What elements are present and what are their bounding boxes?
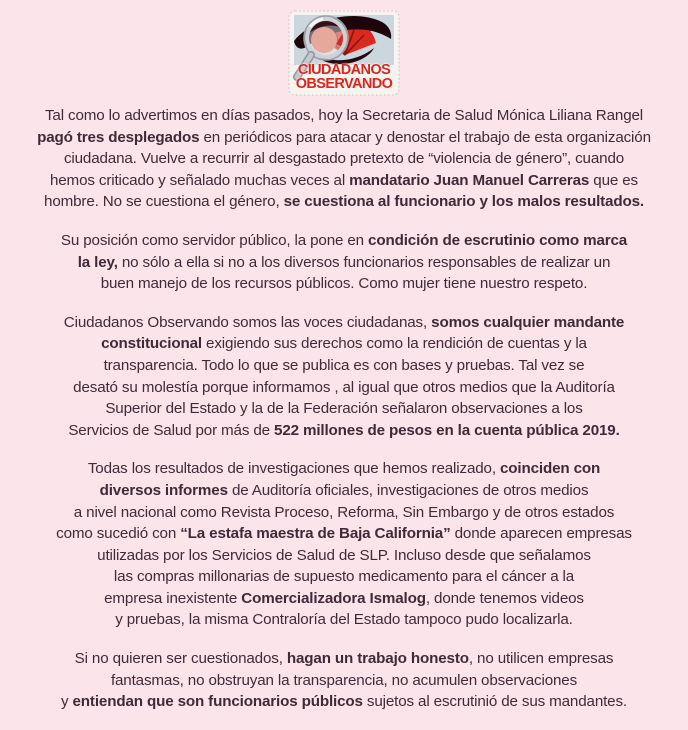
text-run: , no utilicen empresas [468, 650, 614, 668]
text-run: constitucional [101, 335, 202, 353]
text-line [0, 398, 688, 420]
text-line [0, 588, 688, 610]
text-run: empresa inexistente [104, 589, 242, 607]
text-line [0, 566, 688, 588]
text-run: Superior del Estado y la de la Federación señalaron observaciones a los [105, 400, 583, 418]
text-line [0, 273, 688, 295]
logo-line1: CIUDADANOS [297, 62, 391, 78]
text-run: en periódicos para atacar y denostar el trabajo de esta organización [199, 128, 651, 146]
text-run: ciudadana. Vuelve a recurrir al desgastado pretexto de “violencia de género”, cuando [63, 150, 625, 168]
text-line [0, 191, 688, 213]
text-run: entiendan que son funcionarios públicos [72, 693, 363, 711]
text-run: se cuestiona al funcionario y los malos resultados. [283, 193, 644, 211]
logo [288, 10, 400, 96]
text-run: diversos informes [99, 481, 228, 499]
text-run: 522 millones de pesos en la cuenta pública 2019. [274, 421, 620, 439]
logo-wordmark [288, 63, 400, 91]
text-line [0, 127, 688, 149]
text-run: la ley, [77, 253, 118, 271]
text-line [0, 148, 688, 170]
text-run: mandatario Juan Manuel Carreras [349, 171, 590, 189]
text-run: Ciudadanos Observando somos las voces ciudadanas, [63, 313, 432, 331]
text-line [0, 523, 688, 545]
text-run: como sucedió con [56, 525, 181, 543]
paragraph [0, 230, 688, 295]
text-line [0, 691, 688, 713]
text-run: hombre. No se cuestiona el género, [44, 193, 284, 211]
logo-line2: OBSERVANDO [295, 76, 393, 92]
text-run: las compras millonarias de supuesto medicamento para el cáncer a la [113, 568, 575, 586]
text-line [0, 355, 688, 377]
statement-poster [0, 10, 688, 730]
text-line [0, 252, 688, 274]
text-run: Su posición como servidor público, la pone en [60, 231, 369, 249]
statement-text [0, 105, 688, 713]
text-run: transparencia. Todo lo que se publica es con bases y pruebas. Tal vez se [103, 356, 585, 374]
text-line [0, 545, 688, 567]
text-run: donde aparecen empresas [450, 525, 632, 543]
text-run: hagan un trabajo honesto [286, 650, 469, 668]
text-run: Comercializadora Ismalog [241, 589, 426, 607]
paragraph [0, 312, 688, 442]
text-run: que es [589, 171, 639, 189]
text-line [0, 648, 688, 670]
text-run: y [60, 693, 73, 711]
text-run: a nivel nacional como Revista Proceso, Reforma, Sin Embargo y de otros estados [73, 503, 615, 521]
text-run: Tal como lo advertimos en días pasados, hoy la Secretaria de Salud Mónica Liliana Rangel [44, 107, 644, 124]
text-run: desató su molestía porque informamos , al igual que otros medios que la Auditoría [73, 378, 615, 396]
text-run: coinciden con [499, 460, 601, 478]
text-run: buen manejo de los recursos públicos. Como mujer tiene nuestro respeto. [100, 275, 588, 293]
text-run: hemos criticado y señalado muchas veces al [49, 171, 350, 189]
text-line [0, 502, 688, 524]
text-line [0, 333, 688, 355]
text-run: Servicios de Salud por más de [68, 421, 275, 439]
text-line [0, 312, 688, 334]
text-run: condición de escrutinio como marca [368, 231, 628, 249]
text-line [0, 230, 688, 252]
paragraph [0, 105, 688, 213]
text-run: Si no quieren ser cuestionados, [74, 650, 287, 668]
paragraph [0, 648, 688, 713]
text-run: somos cualquier mandante [431, 313, 625, 331]
paragraph [0, 458, 688, 631]
text-run: utilizadas por los Servicios de Salud de SLP. Incluso desde que señalamos [97, 546, 591, 564]
text-run: sujetos al escrutinió de sus mandantes. [362, 693, 627, 711]
text-run: “La estafa maestra de Baja California” [180, 525, 451, 543]
text-line [0, 105, 688, 127]
text-run: fantasmas, no obstruyan la transparencia, no acumulen observaciones [110, 671, 578, 689]
text-line [0, 480, 688, 502]
text-run: y pruebas, la misma Contraloría del Estado tampoco pudo localizarla. [115, 611, 573, 629]
text-line [0, 170, 688, 192]
text-line [0, 670, 688, 692]
text-line [0, 458, 688, 480]
text-run: Todas los resultados de investigaciones que hemos realizado, [87, 460, 500, 478]
text-run: de Auditoría oficiales, investigaciones de otros medios [227, 481, 589, 499]
text-line [0, 420, 688, 442]
text-run: pagó tres desplegados [37, 128, 200, 146]
text-run: exigiendo sus derechos como la rendición de cuentas y la [201, 335, 587, 353]
text-line [0, 609, 688, 631]
text-run: no sólo a ella si no a los diversos funcionarios responsables de realizar un [117, 253, 611, 271]
text-line [0, 377, 688, 399]
text-run: , donde tenemos videos [425, 589, 584, 607]
